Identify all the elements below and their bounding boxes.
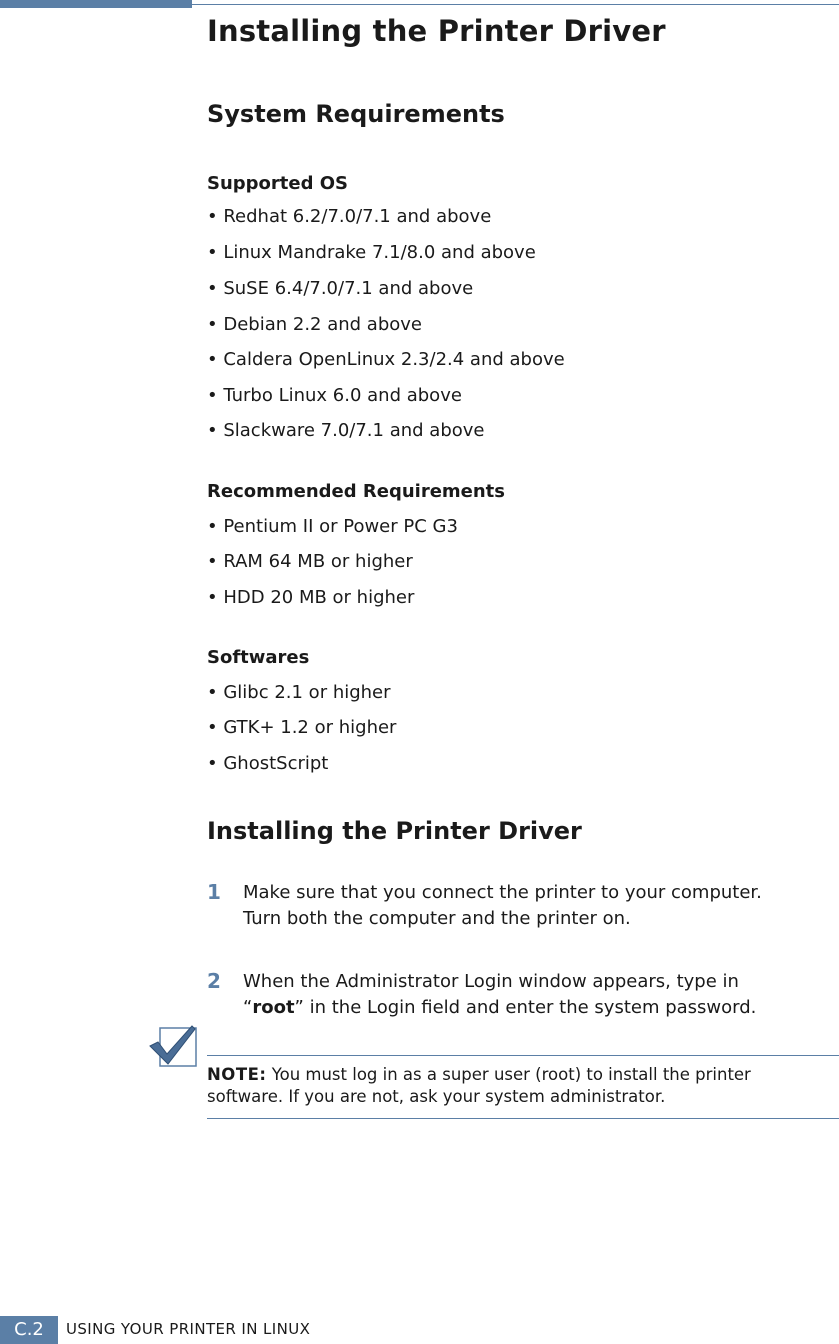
step-line-rest: ” in the Login field and enter the system password.	[294, 997, 757, 1018]
step-number: 1	[207, 880, 221, 904]
page-title: Installing the Printer Driver	[207, 14, 666, 48]
list-item: • GTK+ 1.2 or higher	[207, 717, 397, 738]
list-item: • SuSE 6.4/7.0/7.1 and above	[207, 278, 474, 299]
step-text	[243, 969, 756, 1021]
list-item: • Pentium II or Power PC G3	[207, 516, 458, 537]
note-bottom-rule	[207, 1118, 839, 1119]
step-line: Make sure that you connect the printer to your computer.	[243, 882, 762, 903]
header-accent-bar	[0, 0, 192, 8]
list-item: • Linux Mandrake 7.1/8.0 and above	[207, 242, 536, 263]
step-text	[243, 880, 762, 932]
step-line: When the Administrator Login window appears, type in	[243, 971, 739, 992]
softwares-heading: Softwares	[207, 647, 310, 668]
list-item: • Glibc 2.1 or higher	[207, 682, 391, 703]
recommended-requirements-heading: Recommended Requirements	[207, 481, 506, 502]
note-label: NOTE:	[207, 1065, 267, 1084]
footer-section-title: USING YOUR PRINTER IN LINUX	[66, 1320, 311, 1338]
system-requirements-heading: System Requirements	[207, 100, 505, 128]
installing-driver-heading: Installing the Printer Driver	[207, 817, 582, 845]
header-rule	[192, 4, 839, 5]
list-item: • Slackware 7.0/7.1 and above	[207, 420, 485, 441]
list-item: • RAM 64 MB or higher	[207, 551, 413, 572]
page-number: C.2	[0, 1316, 58, 1344]
note-text	[207, 1064, 839, 1108]
note-line	[207, 1064, 839, 1086]
step-line: Turn both the computer and the printer on.	[243, 908, 631, 929]
list-item: • Caldera OpenLinux 2.3/2.4 and above	[207, 349, 565, 370]
supported-os-heading: Supported OS	[207, 173, 349, 194]
note-body: You must log in as a super user (root) to install the printer	[266, 1065, 751, 1084]
list-item: • Redhat 6.2/7.0/7.1 and above	[207, 206, 492, 227]
list-item: • HDD 20 MB or higher	[207, 587, 415, 608]
step-line	[243, 995, 756, 1021]
list-item: • Turbo Linux 6.0 and above	[207, 385, 462, 406]
step-number: 2	[207, 969, 221, 993]
login-root-text: root	[252, 997, 295, 1018]
list-item: • GhostScript	[207, 753, 329, 774]
checkmark-icon	[148, 1024, 198, 1068]
list-item: • Debian 2.2 and above	[207, 314, 422, 335]
note-line: software. If you are not, ask your system administrator.	[207, 1087, 666, 1106]
note-top-rule	[207, 1055, 839, 1056]
quote-open: “	[243, 997, 253, 1018]
